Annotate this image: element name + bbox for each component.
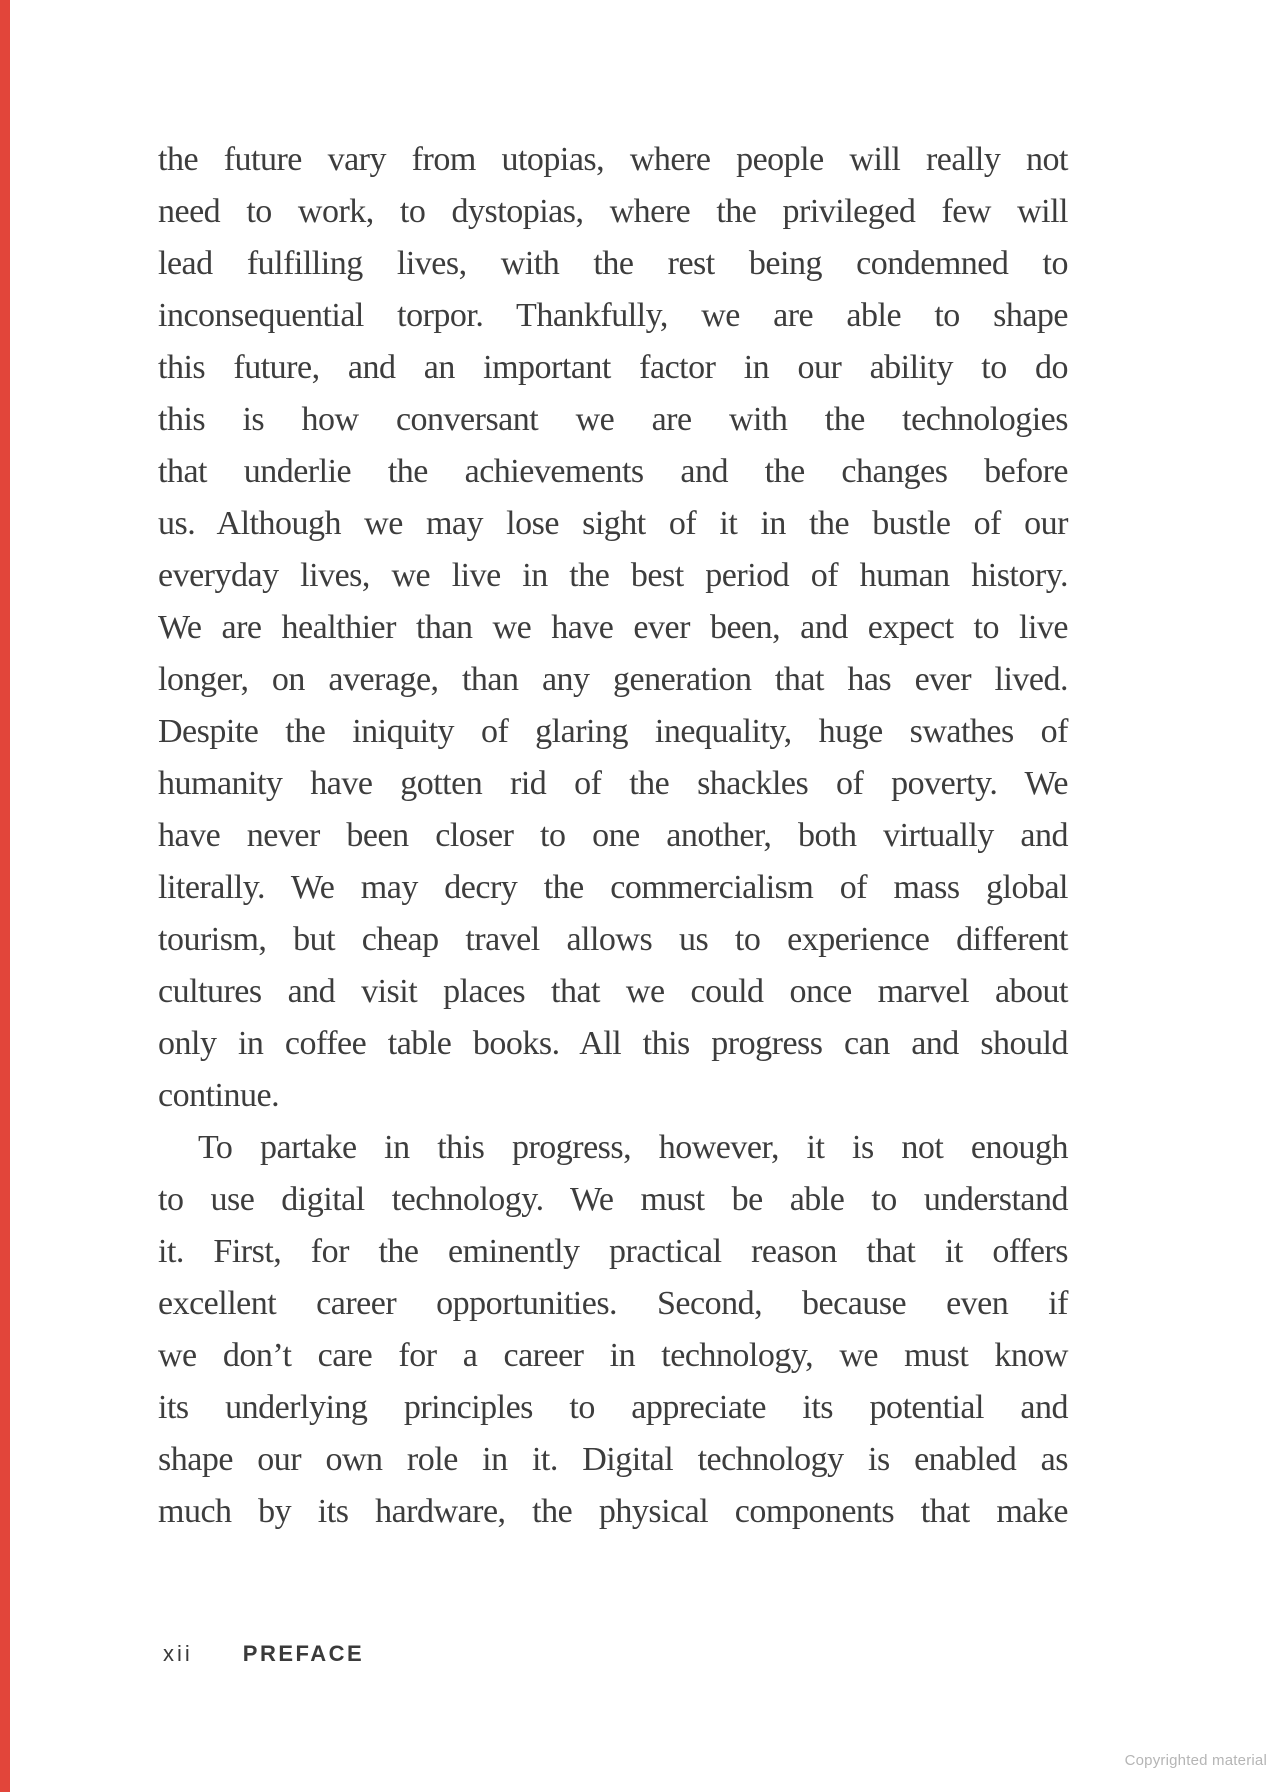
- text-line: Despite the iniquity of glaring inequality, huge swathes of: [158, 713, 1068, 750]
- text-block: [158, 134, 1068, 1538]
- text-line: to use digital technology. We must be able to understand: [158, 1181, 1068, 1218]
- text-line: the future vary from utopias, where people will really not: [158, 141, 1068, 178]
- text-line: much by its hardware, the physical components that make: [158, 1493, 1068, 1530]
- text-line: We are healthier than we have ever been, and expect to live: [158, 609, 1068, 646]
- page-footer: [163, 1641, 364, 1667]
- text-line: tourism, but cheap travel allows us to experience different: [158, 921, 1068, 958]
- text-line: this future, and an important factor in our ability to do: [158, 349, 1068, 386]
- text-line: everyday lives, we live in the best period of human history.: [158, 557, 1068, 594]
- text-line: cultures and visit places that we could once marvel about: [158, 973, 1068, 1010]
- text-line: that underlie the achievements and the changes before: [158, 453, 1068, 490]
- text-line: we don’t care for a career in technology, we must know: [158, 1337, 1068, 1374]
- text-line: literally. We may decry the commercialism of mass global: [158, 869, 1068, 906]
- paragraph: [158, 1122, 1068, 1538]
- text-line: it. First, for the eminently practical reason that it offers: [158, 1233, 1068, 1270]
- text-line: excellent career opportunities. Second, because even if: [158, 1285, 1068, 1322]
- text-line: this is how conversant we are with the technologies: [158, 401, 1068, 438]
- text-line: lead fulfilling lives, with the rest being condemned to: [158, 245, 1068, 282]
- text-line: have never been closer to one another, both virtually and: [158, 817, 1068, 854]
- page-number: xii: [163, 1641, 193, 1666]
- text-line: shape our own role in it. Digital technology is enabled as: [158, 1441, 1068, 1478]
- copyright-watermark: Copyrighted material: [1124, 1752, 1267, 1769]
- text-line: To partake in this progress, however, it is not enough: [198, 1129, 1068, 1166]
- book-edge-stripe: [0, 0, 10, 1792]
- section-label: PREFACE: [242, 1641, 365, 1666]
- text-line: only in coffee table books. All this progress can and should: [158, 1025, 1068, 1062]
- text-line: longer, on average, than any generation that has ever lived.: [158, 661, 1068, 698]
- text-line: its underlying principles to appreciate its potential and: [158, 1389, 1068, 1426]
- text-line: inconsequential torpor. Thankfully, we are able to shape: [158, 297, 1068, 334]
- text-line: humanity have gotten rid of the shackles of poverty. We: [158, 765, 1068, 802]
- text-line: need to work, to dystopias, where the privileged few will: [158, 193, 1068, 230]
- paragraph: [158, 134, 1068, 1122]
- text-line: us. Although we may lose sight of it in the bustle of our: [158, 505, 1068, 542]
- text-line: continue.: [158, 1077, 280, 1114]
